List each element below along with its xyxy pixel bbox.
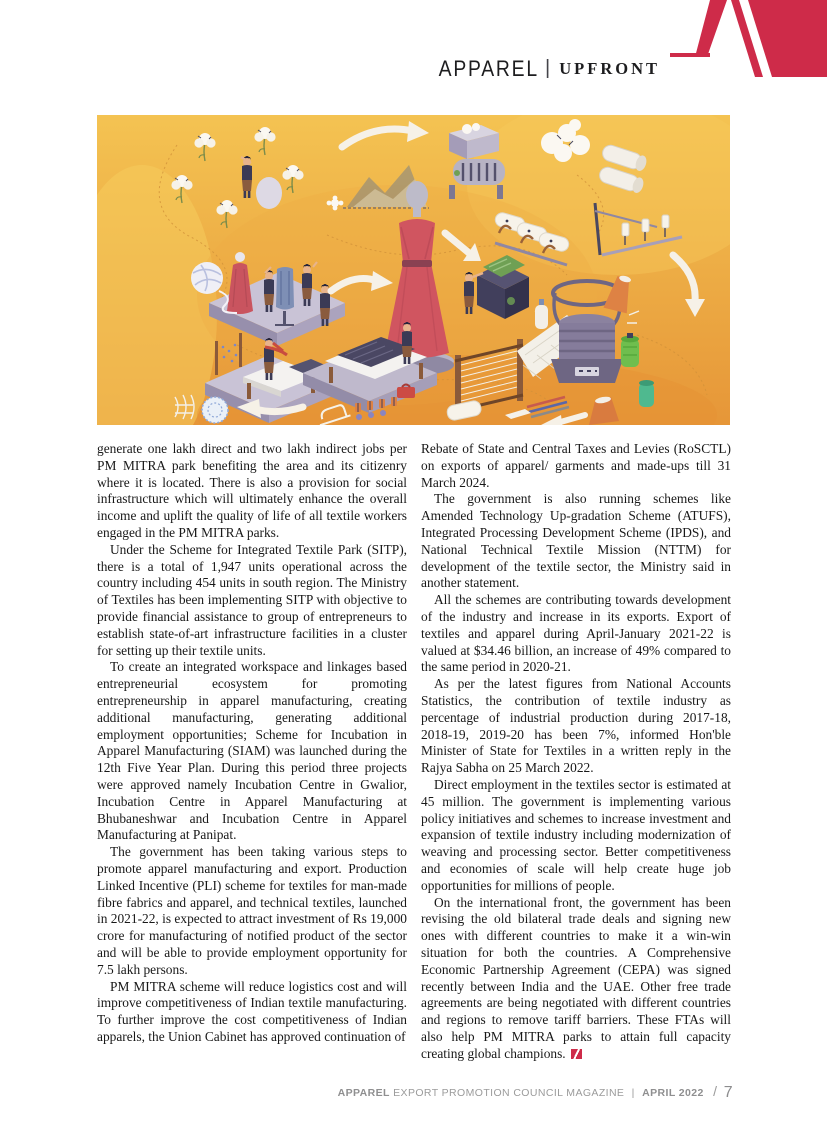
paragraph: To create an integrated workspace and linkages based entrepreneurial ecosystem for promoting entrepreneurship in apparel manufacturing, creating additional manufacturing, generating additional employment opportunities; Scheme for Incubation in Apparel Manufacturing (SIAM) was launched during the 12th Five Year Plan. During this period three projects were approved namely Incubation Centre in Gwalior, Incubation Centre in Apparel Manufacturing at Bhubaneshwar and Incubation Centre in Apparel Manufacturing at Panipat. (97, 659, 407, 843)
teal-spool (639, 380, 654, 407)
aepc-logo-icon (657, 0, 827, 100)
footer-separator: | (631, 1087, 635, 1099)
paragraph: The government is also running schemes like Amended Technology Up-gradation Scheme (ATUFS), Integrated Processing Development Scheme (IPDS), and National Technical Textile Mission (NTTM) for development of the textile sector, the Ministry said in another statement. (421, 491, 731, 591)
green-spool (621, 333, 639, 367)
paragraph: generate one lakh direct and two lakh indirect jobs per PM MITRA park benefiting the area and its citizenry where it is located. There is also a provision for social infrastructure which will ultimately enhance the overall income and uplift the quality of life of all textile workers engaged in the PM MITRA parks. (97, 441, 407, 540)
footer-magazine-rest: EXPORT PROMOTION COUNCIL MAGAZINE (393, 1087, 625, 1099)
paragraph: The government has been taking various steps to promote apparel manufacturing and export. Production Linked Incentive (PLI) scheme for textiles for man-made fibre fabrics and apparel, and technical textiles, launched in 2021-22, is expected to attract investment of Rs 19,000 crore for manufacturing of notified product of the sector and will be able to provide employment opportunity for 7.5 lakh persons. (97, 844, 407, 977)
paragraph: Direct employment in the textiles sector is estimated at 45 million. The government is implementing various policy initiatives and schemes to increase investment and expansion of textile industry including modernization of weaving and processing sector. Better competitiveness and economies of scale will help create huge job opportunities for millions of people. (421, 776, 731, 893)
section-title: UPFRONT (559, 59, 660, 78)
paragraph: All the schemes are contributing towards development of the industry and increase in its exports. Export of textiles and apparel during April-January 2021-22 is valued at $34.46 billion, an increase of 49% compared to the same period in 2020-21. (421, 592, 731, 675)
header-divider: | (545, 57, 551, 79)
paragraph: On the international front, the government has been revising the old bilateral trade deals and signing new ones with different countries to make it a win-win situation for both the countries. A Comprehensive Economic Partnership Agreement (CEPA) was signed recently between India and the UAE. Other free trade agreements are being negotiated with different countries and regions to remove tariff barriers. These FTAs will also help PM MITRA parks to attain full capacity creating global champions. (421, 894, 731, 1061)
knitted-doily-icon (202, 397, 228, 423)
section-header (425, 56, 660, 82)
paragraph: Under the Scheme for Integrated Textile Park (SITP), there is a total of 1,947 units operational across the country including 454 units in south region. The Ministry of Textiles has been implementing SITP with objective to provide financial assistance to group of entrepreneurs to establish state-of-art infrastructure facilities in a cluster for setting up their textile units. (97, 541, 407, 658)
article-column-2 (421, 441, 731, 1062)
magazine-title: APPAREL (438, 56, 540, 81)
article-end-mark-icon (571, 1049, 582, 1059)
page-footer (338, 1083, 733, 1102)
paragraph: As per the latest figures from National Accounts Statistics, the contribution of textile industry as percentage of industrial production during 2017-18, 2018-19, 2019-20 has been 7%, informed Hon'ble Minister of State for Textiles in a written reply in the Rajya Sabha on 25 March 2022. (421, 676, 731, 776)
footer-magazine-name: APPAREL (337, 1087, 390, 1099)
article-column-1 (97, 441, 407, 1046)
paragraph: Rebate of State and Central Taxes and Levies (RoSCTL) on exports of apparel/ garments and made-ups till 31 March 2024. (421, 441, 731, 490)
cotton-sack (256, 177, 282, 209)
footer-issue: APRIL 2022 (642, 1087, 704, 1099)
footer-slash: / (713, 1083, 718, 1099)
textile-process-illustration (97, 115, 730, 425)
paragraph: PM MITRA scheme will reduce logistics cost and will improve competitiveness of Indian textile manufacturing. To further improve the cost competitiveness of Indian apparels, the Union Cabinet has approved continuation of (97, 978, 407, 1044)
page-number: 7 (723, 1084, 733, 1101)
